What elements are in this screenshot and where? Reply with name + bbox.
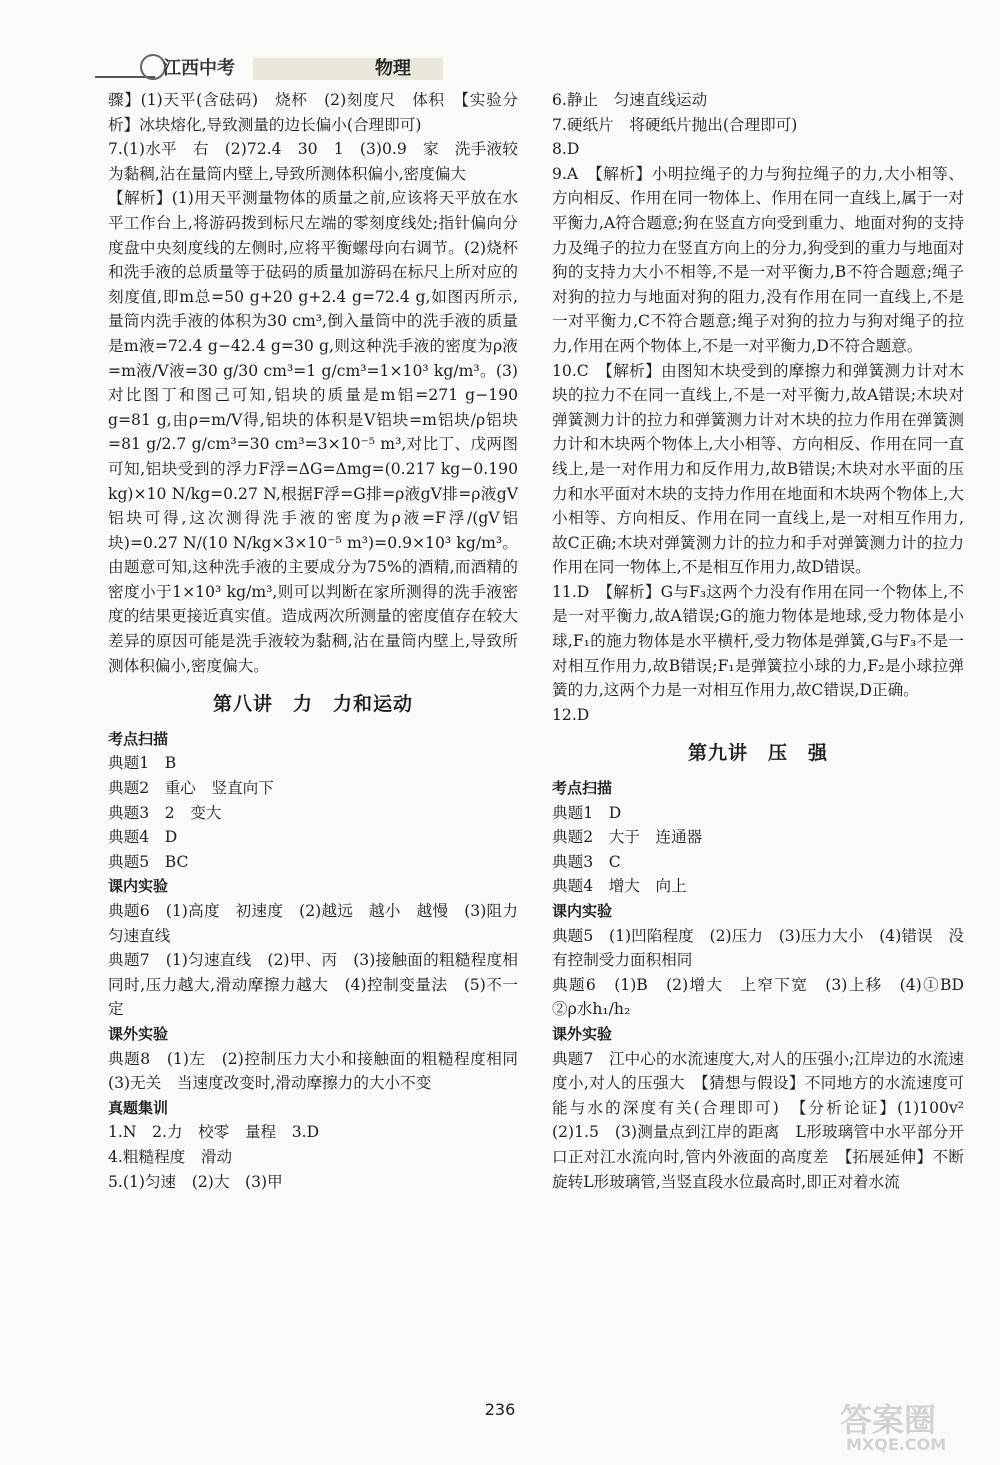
list-item: 典题5 BC (108, 852, 189, 871)
series-title: 江西中考 (163, 58, 235, 79)
list-item: 典题4 增大 向上 (552, 877, 687, 896)
running-header (95, 52, 515, 86)
section-outclass: 课外实验 (108, 1024, 169, 1043)
lesson-8-title: 第八讲 力 力和运动 (212, 693, 413, 716)
answer-item-11: 11.D 【解析】G与F₃这两个力没有作用在同一个物体上,不是一对平衡力,故A错误;G的施力物体是地球,受力物体是小球,F₁的施力物体是水平横杆,受力物体是弹簧,G与F₃不是一对相互作用力,故B错误;F₁是弹簧拉小球的力,F₂是小球拉弹簧的力,这两个力是一对相互作用力,故C错误,D正确。 (552, 582, 964, 700)
list-item: 典题2 大于 连通器 (552, 828, 703, 847)
answer-item-7: 7.(1)水平 右 (2)72.4 30 1 (3)0.9 家 洗手液较为黏稠,沾在量筒内壁上,导致所测体积偏小,密度偏大 (108, 140, 518, 183)
answer-item-10: 10.C 【解析】由图知木块受到的摩擦力和弹簧测力计对木块的拉力不在同一直线上,不是一对平衡力,故A错误;木块对弹簧测力计的拉力和弹簧测力计对木块的拉力作用在弹簧测力计和木块两个物体上,大小相等、方向相反、作用在同一直线上,是一对作用力和反作用力,故B错误;木块对水平面的压力和水平面对木块的支持力作用在地面和木块两个物体上,大小相等、方向相反、作用在同一直线上,是一对相互作用力,故C正确;木块对弹簧测力计的拉力和手对弹簧测力计的拉力作用在同一物体上,不是相互作用力,故D错误。 (552, 361, 964, 577)
answer-item-12: 12.D (552, 705, 590, 724)
header-ornament-icon (95, 62, 155, 78)
list-item: 典题6 (1)高度 初速度 (2)越远 越小 越慢 (3)阻力 匀速直线 (108, 902, 534, 945)
answer-block: 骤】(1)天平(含砝码) 烧杯 (2)刻度尺 体积 【实验分析】冰块熔化,导致测量的边长偏小(合理即可) (108, 91, 518, 134)
answer-item-8: 8.D (552, 140, 580, 159)
answer-analysis: 【解析】(1)用天平测量物体的质量之前,应该将天平放在水平工作台上,将游码拨到标尺左端的零刻度线处;指针偏向分度盘中央刻度线的左侧时,应将平衡螺母向右调节。(2)烧杯和洗手液的总质量等于砝码的质量加游码在标尺上所对应的刻度值,即m总=50 g+20 g+2.4 g=72.4 g,如图丙所示,量筒内洗手液的体积为30 cm³,倒入量筒中的洗手液的质量是m液=72.4 g−42.4 g=30 g,则这种洗手液的密度为ρ液=m液/V液=30 g/30 cm³=1 g/cm³=1×10³ kg/m³。(3)对比图丁和图己可知,铝块的质量是m铝=271 g−190 g=81 g,由ρ=m/V得,铝块的体积是V铝块=m铝块/ρ铝块=81 g/2.7 g/cm³=30 cm³=3×10⁻⁵ m³,对比丁、戊两图可知,铝块受到的浮力F浮=ΔG=Δmg=(0.217 kg−0.190 kg)×10 N/kg=0.27 N,根据F浮=G排=ρ液gV排=ρ液gV铝块可得,这次测得洗手液的密度为ρ液=F浮/(gV铝块)=0.27 N/(10 N/kg×3×10⁻⁵ m³)=0.9×10³ kg/m³。由题意可知,这种洗手液的主要成分为75%的酒精,而酒精的密度小于1×10³ kg/m³,则可以判断在家所测得的洗手液密度的结果更接近真实值。造成两次所测量的密度值存在较大差异的原因可能是洗手液较为黏稠,沾在量筒内壁上,导致所测体积偏小,密度偏大。 (108, 189, 518, 675)
section-scan: 考点扫描 (552, 779, 613, 798)
section-outclass: 课外实验 (552, 1024, 613, 1043)
list-item: 典题4 D (108, 828, 178, 847)
watermark-main: 答案圈 (840, 1401, 937, 1439)
list-item: 典题5 (1)凹陷程度 (2)压力 (3)压力大小 (4)错误 没有控制受力面积相同 (552, 926, 964, 970)
list-item: 典题1 D (552, 803, 622, 822)
page-number: 236 (484, 1400, 516, 1419)
lesson-9-title: 第九讲 压 强 (687, 742, 828, 765)
left-column (108, 88, 534, 1194)
list-item: 典题6 (1)B (2)增大 上窄下宽 (3)上移 (4)①BD ②ρ水h₁/h₂ (552, 975, 980, 1019)
watermark-sub: MXQE.COM (846, 1435, 947, 1454)
list-item: 5.(1)匀速 (2)大 (3)甲 (108, 1172, 283, 1191)
section-inclass: 课内实验 (552, 902, 613, 920)
list-item: 典题3 2 变大 (108, 803, 222, 822)
watermark-logo (840, 1395, 980, 1455)
list-item: 1.N 2.力 校零 量程 3.D (108, 1123, 320, 1142)
answer-item-6: 6.静止 匀速直线运动 (552, 91, 708, 109)
answer-item-9: 9.A 【解析】小明拉绳子的力与狗拉绳子的力,大小相等、方向相反、作用在同一物体上、作用在同一直线上,属于一对平衡力,A符合题意;狗在竖直方向受到重力、地面对狗的支持力及绳子的拉力在竖直方向上的分力,狗受到的重力与地面对狗的支持力大小不相等,不是一对平衡力,B不符合题意;绳子对狗的拉力与地面对狗的阻力,没有作用在同一直线上,不是一对平衡力,C不符合题意;绳子对狗的拉力与狗对绳子的拉力,作用在两个物体上,不是一对平衡力,D不符合题意。 (552, 164, 964, 355)
list-item: 典题1 B (108, 754, 177, 773)
list-item: 典题8 (1)左 (2)控制压力大小和接触面的粗糙程度相同 (3)无关 当速度改变时,滑动摩擦力的大小不变 (108, 1049, 534, 1093)
right-column (552, 88, 980, 1194)
subject-title: 物理 (375, 58, 411, 79)
header-band (253, 58, 443, 80)
answer-item-7b: 7.硬纸片 将硬纸片抛出(合理即可) (552, 115, 798, 134)
list-item: 典题7 (1)匀速直线 (2)甲、丙 (3)接触面的粗糙程度相同时,压力越大,滑动摩擦力越大 (4)控制变量法 (5)不一定 (108, 951, 518, 1019)
list-item: 典题3 C (552, 852, 621, 871)
list-item: 典题7 江中心的水流速度大,对人的压强小;江岸边的水流速度小,对人的压强大 【猜想与假设】不同地方的水流速度可能与水的深度有关(合理即可) 【分析论证】(1)100v² (2)1.5 (3)测量点到江岸的距离 L形玻璃管中水平部分开口正对江水流向时,管内外液面的高度差 【拓展延伸】不断旋转L形玻璃管,当竖直段水位最高时,即正对着水流 (552, 1049, 980, 1191)
list-item: 典题2 重心 竖直向下 (108, 779, 274, 798)
section-scan: 考点扫描 (108, 729, 169, 748)
section-inclass: 课内实验 (108, 877, 169, 896)
list-item: 4.粗糙程度 滑动 (108, 1147, 233, 1166)
section-real: 真题集训 (108, 1098, 169, 1117)
